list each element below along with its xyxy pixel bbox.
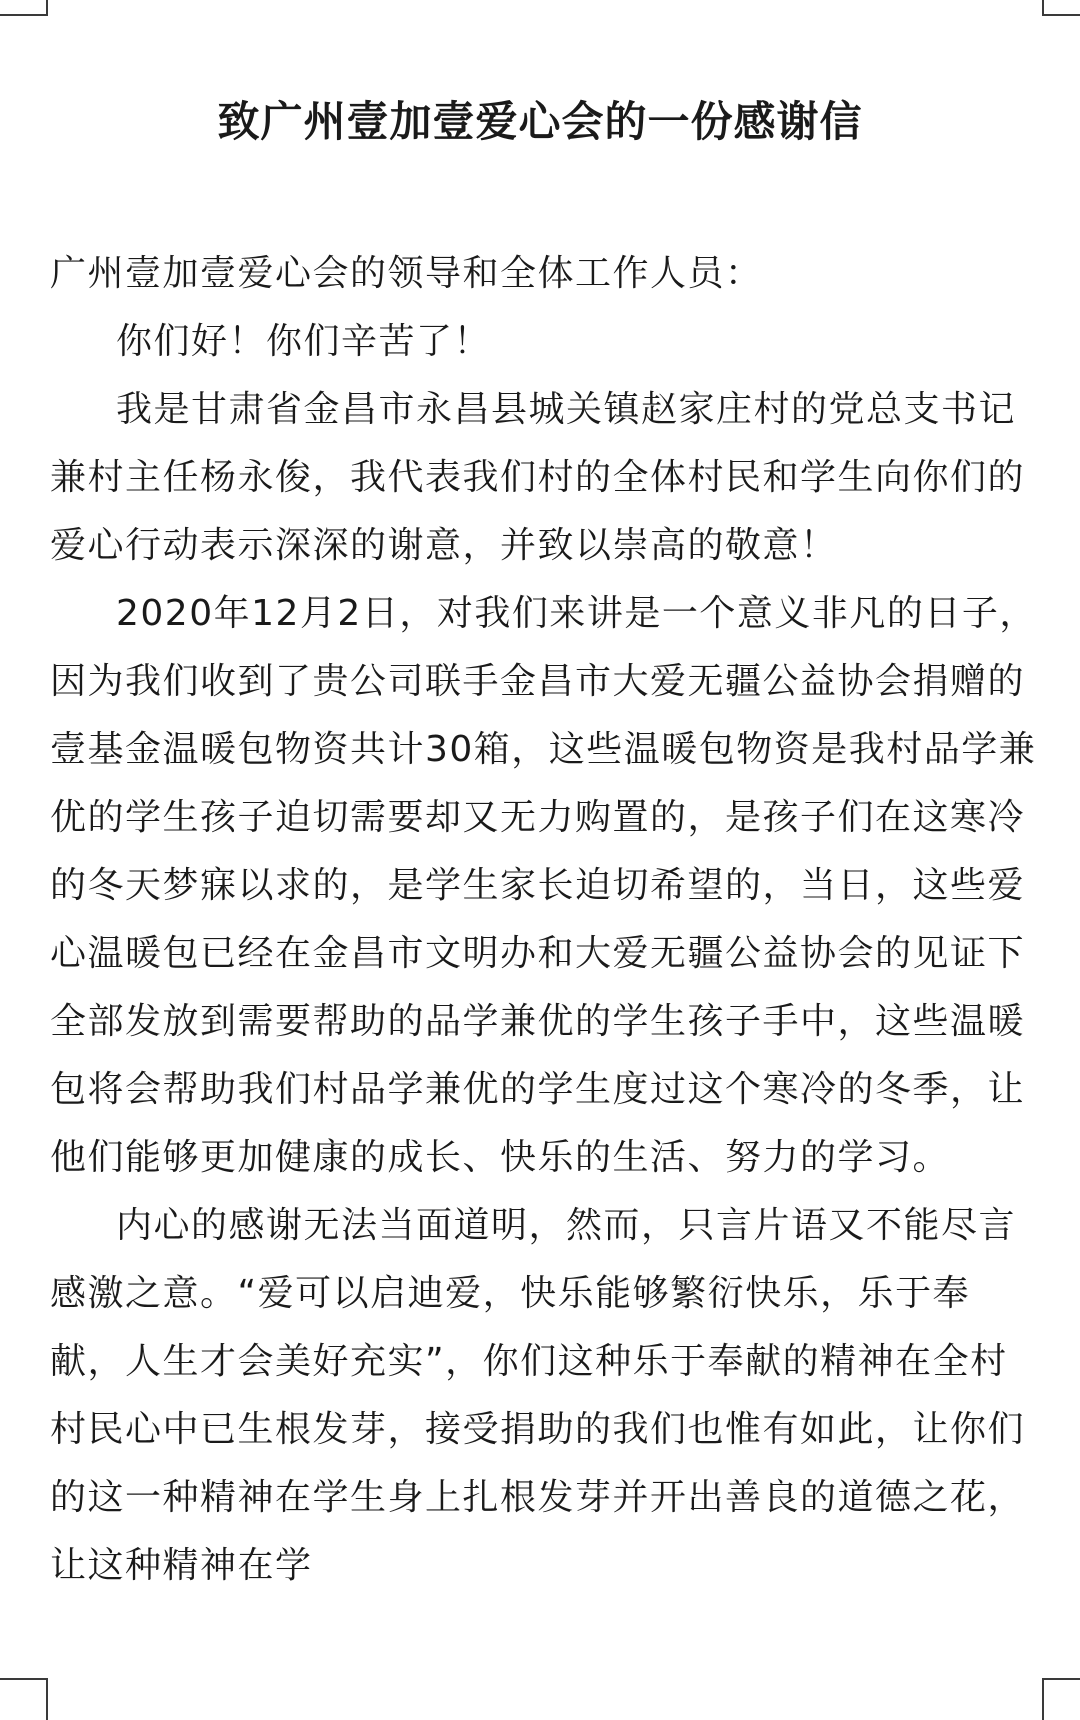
- letter-title: 致广州壹加壹爱心会的一份感谢信: [217, 97, 863, 146]
- crop-mark-top-left: [0, 0, 48, 16]
- crop-mark-top-right: [1042, 0, 1080, 16]
- crop-mark-bottom-left: [0, 1678, 48, 1720]
- letter-salutation: 广州壹加壹爱心会的领导和全体工作人员：: [50, 253, 763, 294]
- letter-greeting: 你们好！你们辛苦了！: [116, 321, 492, 362]
- letter-paragraph-3: 内心的感谢无法当面道明，然而，只言片语又不能尽言感激之意。“爱可以启迪爱，快乐能够繁衍快乐，乐于奉献，人生才会美好充实”，你们这种乐于奉献的精神在全村村民心中已生根发芽，接受捐助的我们也惟有如此，让你们的这一种精神在学生身上扎根发芽并开出善良的道德之花，让这种精神在学: [50, 1205, 1026, 1586]
- crop-mark-bottom-right: [1042, 1678, 1080, 1720]
- letter-paragraph-2: 2020年12月2日，对我们来讲是一个意义非凡的日子，因为我们收到了贵公司联手金昌市大爱无疆公益协会捐赠的壹基金温暖包物资共计30箱，这些温暖包物资是我村品学兼优的学生孩子迫切需要却又无力购置的，是孩子们在这寒冷的冬天梦寐以求的，是学生家长迫切希望的，当日，这些爱心温暖包已经在金昌市文明办和大爱无疆公益协会的见证下全部发放到需要帮助的品学兼优的学生孩子手中，这些温暖包将会帮助我们村品学兼优的学生度过这个寒冷的冬季，让他们能够更加健康的成长、快乐的生活、努力的学习。: [50, 593, 1037, 1178]
- letter-paragraph-1: 我是甘肃省金昌市永昌县城关镇赵家庄村的党总支书记兼村主任杨永俊，我代表我们村的全体村民和学生向你们的爱心行动表示深深的谢意，并致以崇高的敬意！: [50, 389, 1026, 566]
- letter-body: [50, 240, 1040, 1600]
